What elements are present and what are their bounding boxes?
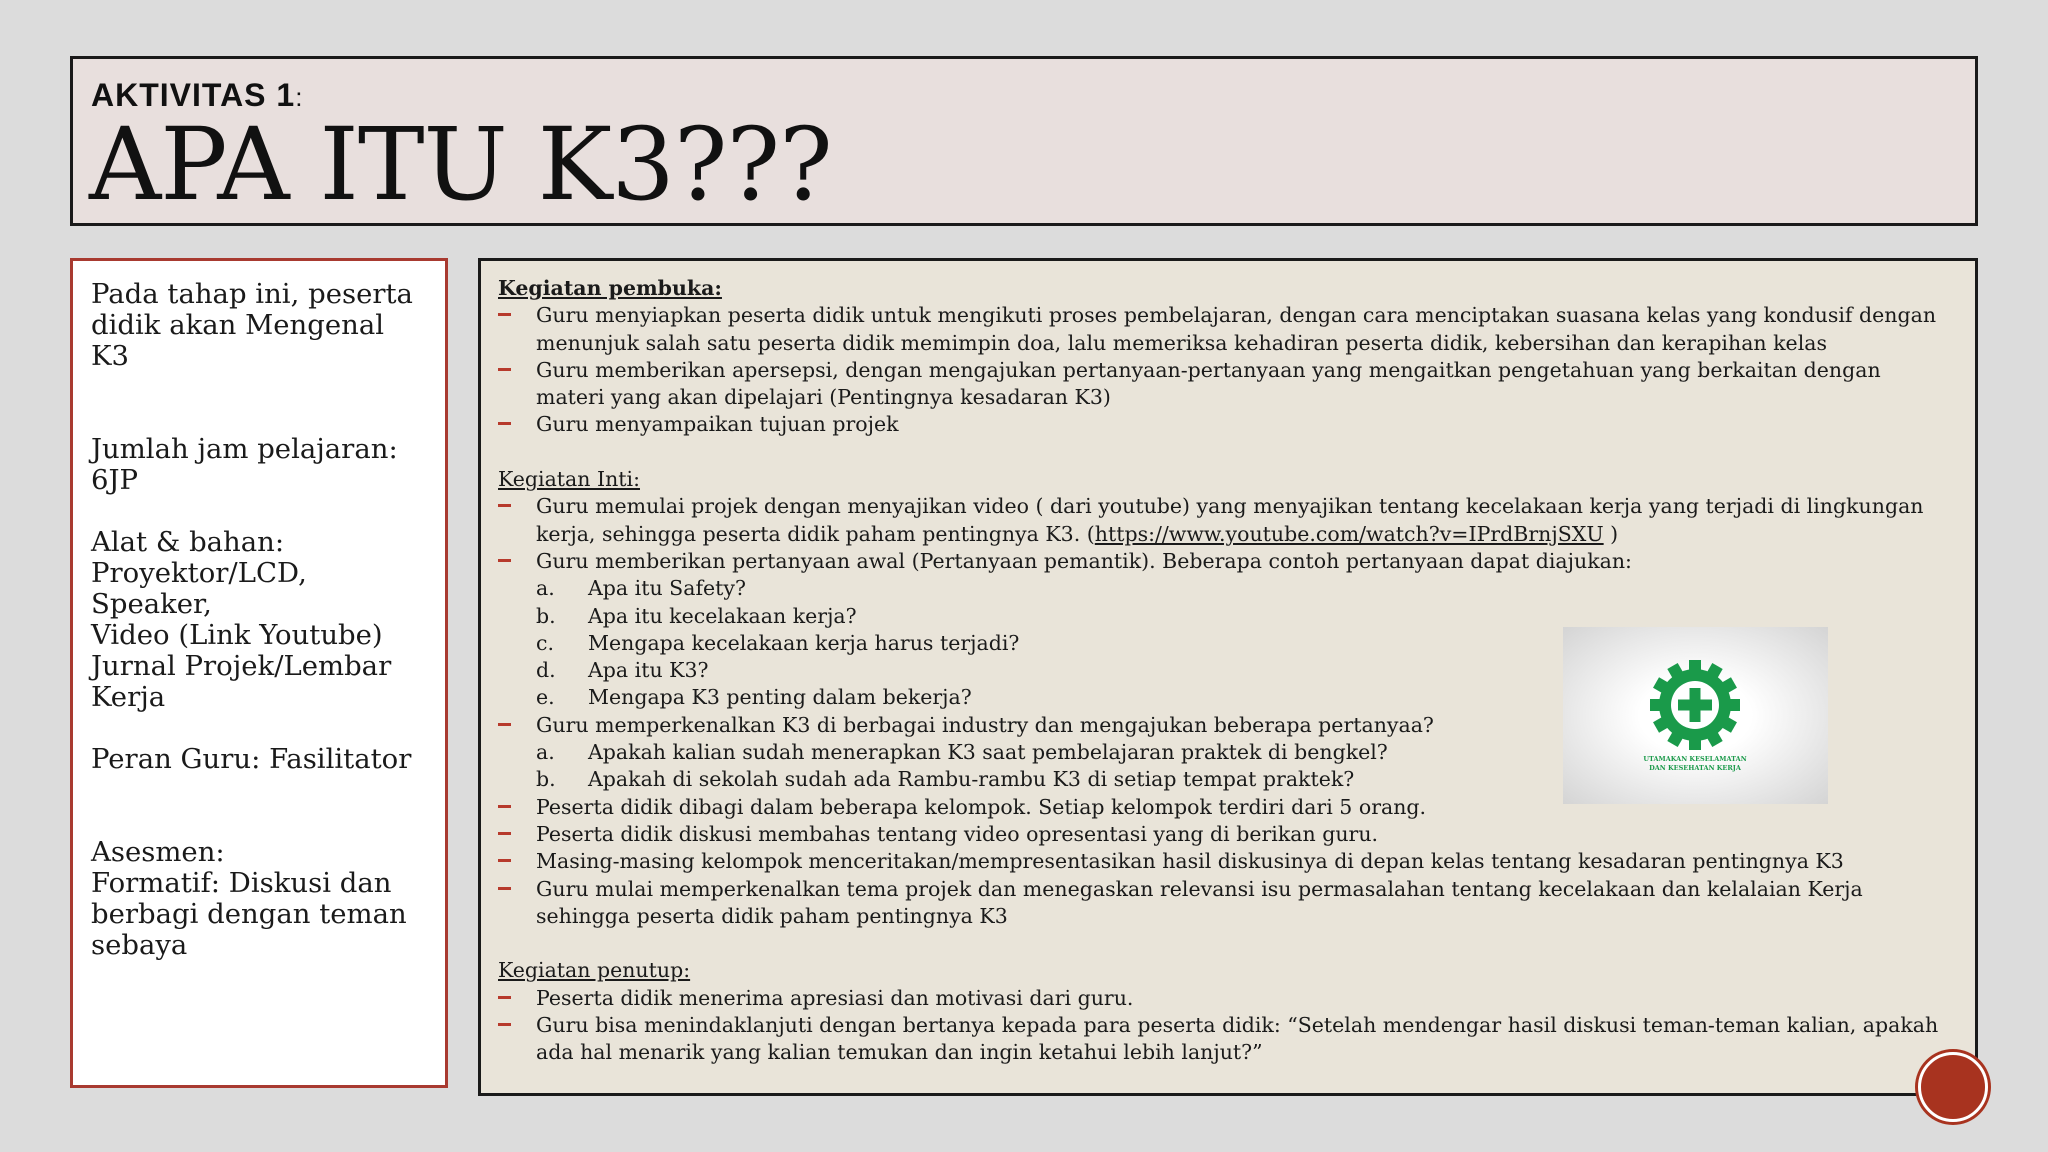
lesson-hours: Jumlah jam pelajaran: 6JP bbox=[91, 433, 398, 496]
core-heading: Kegiatan Inti: bbox=[498, 467, 640, 492]
teacher-role: Peran Guru: Fasilitator bbox=[91, 743, 412, 775]
list-item: Peserta didik diskusi membahas tentang video opresentasi yang di berikan guru. bbox=[498, 821, 1955, 848]
question-item: b. Apa itu kecelakaan kerja? bbox=[536, 603, 857, 628]
question-item: c. Mengapa kecelakaan kerja harus terjadi? bbox=[536, 630, 1020, 655]
question-item: a. Apakah kalian sudah menerapkan K3 saat pembelajaran praktek di bengkel? bbox=[536, 740, 1388, 765]
tools-label: Alat & bahan: bbox=[91, 526, 285, 558]
list-item: Peserta didik menerima apresiasi dan motivasi dari guru. bbox=[498, 985, 1955, 1012]
question-item: e. Mengapa K3 penting dalam bekerja? bbox=[536, 685, 972, 710]
assessment-label: Asesmen: bbox=[91, 836, 225, 868]
k3-gear-cross-icon bbox=[1563, 627, 1828, 804]
assessment-line-1: Formatif: Diskusi dan bbox=[91, 867, 392, 899]
list-item: Peserta didik dibagi dalam beberapa kelompok. Setiap kelompok terdiri dari 5 orang. bbox=[498, 794, 1955, 821]
list-item-continuation: menunjuk salah satu peserta didik memimpin doa, lalu memeriksa kehadiran peserta didik, kebersihan dan kerapihan kelas bbox=[536, 330, 1827, 355]
list-item: Guru memulai projek dengan menyajikan video ( dari youtube) yang menyajikan tentang kecelakaan kerja yang terjadi di lingkungan bbox=[498, 493, 1955, 520]
tools-line-4: Kerja bbox=[91, 681, 166, 713]
logo-caption-1: UTAMAKAN KESELAMATAN bbox=[1643, 755, 1747, 763]
list-item: Guru memperkenalkan K3 di berbagai industry dan mengajukan beberapa pertanyaa? bbox=[498, 712, 1955, 739]
youtube-link[interactable]: https://www.youtube.com/watch?v=IPrdBrnjSXU bbox=[1094, 521, 1604, 546]
list-item-continuation: sehingga peserta didik paham pentingnya K3 bbox=[536, 903, 1008, 928]
list-item: Guru menyampaikan tujuan projek bbox=[498, 411, 1955, 438]
list-item: Guru memberikan pertanyaan awal (Pertanyaan pemantik). Beberapa contoh pertanyaan dapat diajukan: bbox=[498, 548, 1955, 575]
intro-line-2: didik akan Mengenal K3 bbox=[91, 309, 385, 372]
info-panel bbox=[70, 258, 448, 1088]
bullet-dash bbox=[498, 887, 511, 890]
activity-colon: : bbox=[295, 82, 304, 112]
bullet-dash bbox=[498, 313, 511, 316]
list-item: Masing-masing kelompok menceritakan/mempresentasikan hasil diskusinya di depan kelas tentang kesadaran pentingnya K3 bbox=[498, 848, 1955, 875]
bullet-dash bbox=[498, 368, 511, 371]
activity-label: AKTIVITAS 1 bbox=[91, 77, 296, 113]
bullet-dash bbox=[498, 422, 511, 425]
bullet-dash bbox=[498, 1023, 511, 1026]
bullet-dash bbox=[498, 723, 511, 726]
question-item: d. Apa itu K3? bbox=[536, 658, 709, 683]
tools-line-3: Jurnal Projek/Lembar bbox=[91, 650, 392, 682]
closing-heading: Kegiatan penutup: bbox=[498, 958, 691, 983]
bullet-dash bbox=[498, 996, 511, 999]
list-item-continuation: ada hal menarik yang kalian temukan dan ingin ketahui lebih lanjut?” bbox=[536, 1040, 1263, 1065]
bullet-dash bbox=[498, 805, 511, 808]
bullet-dash bbox=[498, 559, 511, 562]
title-box bbox=[70, 56, 1978, 226]
list-item: Guru mulai memperkenalkan tema projek dan menegaskan relevansi isu permasalahan tentang kecelakaan dan kelalaian Kerja bbox=[498, 876, 1955, 903]
list-item: Guru menyiapkan peserta didik untuk mengikuti proses pembelajaran, dengan cara menciptakan suasana kelas yang kondusif dengan bbox=[498, 302, 1955, 329]
page-title: APA ITU K3??? bbox=[89, 106, 832, 223]
tools-line-2: Video (Link Youtube) bbox=[91, 619, 383, 651]
logo-caption-2: DAN KESEHATAN KERJA bbox=[1649, 764, 1741, 772]
bullet-dash bbox=[498, 504, 511, 507]
tools-line-1: Proyektor/LCD, Speaker, bbox=[91, 557, 307, 620]
list-item: Guru bisa menindaklanjuti dengan bertanya kepada para peserta didik: “Setelah mendengar hasil diskusi teman-teman kalian, apakah bbox=[498, 1012, 1955, 1039]
assessment-line-3: sebaya bbox=[91, 929, 188, 961]
question-item: a. Apa itu Safety? bbox=[536, 576, 746, 601]
assessment-line-2: berbagi dengan teman bbox=[91, 898, 407, 930]
bullet-dash bbox=[498, 859, 511, 862]
list-item-continuation: kerja, sehingga peserta didik paham pentingnya K3. (https://www.youtube.com/watch?v=IPrdBrnjSXU ) bbox=[536, 521, 1619, 546]
k3-logo-image bbox=[1563, 627, 1828, 804]
list-item: Guru memberikan apersepsi, dengan mengajukan pertanyaan-pertanyaan yang mengaitkan pengetahuan yang berkaitan dengan bbox=[498, 357, 1955, 384]
page-number-badge bbox=[1918, 1052, 1988, 1122]
bullet-dash bbox=[498, 832, 511, 835]
opening-heading: Kegiatan pembuka: bbox=[498, 276, 722, 300]
intro-line-1: Pada tahap ini, peserta bbox=[91, 278, 413, 310]
question-item: b. Apakah di sekolah sudah ada Rambu-rambu K3 di setiap tempat praktek? bbox=[536, 767, 1355, 792]
list-item-continuation: materi yang akan dipelajari (Pentingnya kesadaran K3) bbox=[536, 385, 1111, 410]
